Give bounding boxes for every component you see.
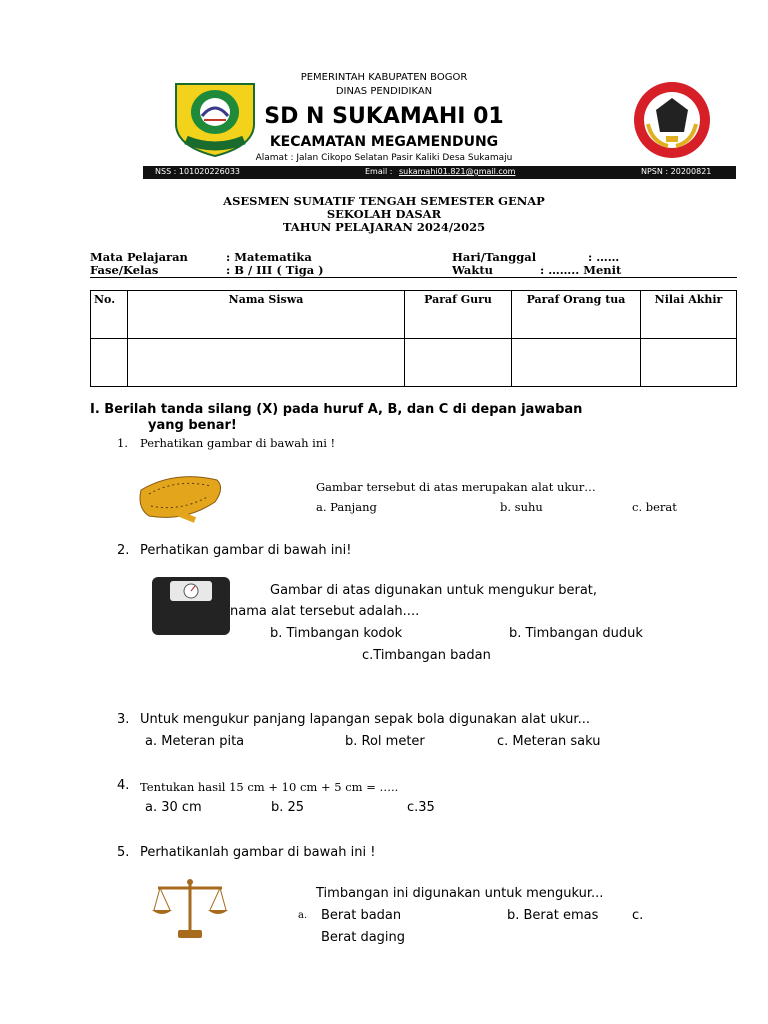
date-label: Hari/Tanggal — [452, 250, 537, 264]
school-level: SEKOLAH DASAR — [326, 207, 442, 221]
cell-name[interactable] — [128, 339, 405, 387]
q2-option-b[interactable]: b. Timbangan duduk — [509, 626, 643, 641]
ident-divider — [90, 277, 737, 278]
q2-option-c[interactable]: c.Timbangan badan — [362, 648, 491, 663]
balance-scale-image — [150, 876, 230, 942]
q4-option-a[interactable]: a. 30 cm — [145, 800, 202, 815]
q5-number: 5. — [117, 845, 130, 860]
q5-option-c-marker[interactable]: c. — [632, 908, 644, 923]
date-value: : …… — [588, 250, 620, 264]
school-name: SD N SUKAMAHI 01 — [264, 104, 504, 129]
q3-text: Untuk mengukur panjang lapangan sepak bola digunakan alat ukur... — [140, 712, 590, 727]
district-name: KECAMATAN MEGAMENDUNG — [269, 134, 499, 150]
q4-text: Tentukan hasil 15 cm + 10 cm + 5 cm = ….. — [140, 780, 399, 794]
npsn-number: NPSN : 20200821 — [641, 167, 712, 176]
school-year: TAHUN PELAJARAN 2024/2025 — [282, 220, 486, 234]
q2-text: Perhatikan gambar di bawah ini! — [140, 543, 352, 558]
q1-prompt: Gambar tersebut di atas merupakan alat ukur… — [316, 480, 596, 494]
q1-number: 1. — [117, 436, 128, 450]
school-info-bar — [143, 166, 736, 179]
q5-option-b[interactable]: b. Berat emas — [507, 908, 599, 923]
dept-name: DINAS PENDIDIKAN — [335, 86, 433, 97]
q5-prompt: Timbangan ini digunakan untuk mengukur... — [316, 886, 604, 901]
q2-option-a[interactable]: b. Timbangan kodok — [270, 626, 403, 641]
q1-option-c[interactable]: c. berat — [632, 500, 677, 514]
q5-option-a-marker[interactable]: a. — [298, 910, 308, 921]
q1-option-b[interactable]: b. suhu — [500, 500, 543, 514]
col-no: No. — [91, 291, 128, 339]
exam-title: ASESMEN SUMATIF TENGAH SEMESTER GENAP — [223, 194, 545, 208]
q4-number: 4. — [117, 778, 130, 793]
col-parent-sign: Paraf Orang tua — [512, 291, 641, 339]
q3-option-c[interactable]: c. Meteran saku — [497, 734, 601, 749]
section-title-cont: yang benar! — [148, 418, 237, 433]
email-link[interactable]: sukamahi01.821@gmail.com — [399, 167, 516, 176]
gov-name: PEMERINTAH KABUPATEN BOGOR — [300, 72, 468, 83]
col-name: Nama Siswa — [128, 291, 405, 339]
cell-parent-sign[interactable] — [512, 339, 641, 387]
q2-prompt-line1: Gambar di atas digunakan untuk mengukur berat, — [270, 583, 598, 598]
q5-text: Perhatikanlah gambar di bawah ini ! — [140, 845, 376, 860]
q4-option-b[interactable]: b. 25 — [271, 800, 305, 815]
cell-final-score[interactable] — [641, 339, 737, 387]
q5-option-a[interactable]: Berat badan — [321, 908, 402, 923]
q1-text: Perhatikan gambar di bawah ini ! — [140, 436, 336, 450]
bathroom-scale-image — [150, 575, 232, 637]
subject-label: Mata Pelajaran — [90, 250, 188, 264]
school-address: Alamat : Jalan Cikopo Selatan Pasir Kaliki Desa Sukamaju — [255, 153, 513, 163]
class-label: Fase/Kelas — [90, 263, 159, 277]
measuring-tape-image — [135, 468, 225, 524]
time-value: : …….. Menit — [540, 263, 622, 277]
q3-option-b[interactable]: b. Rol meter — [345, 734, 425, 749]
q3-option-a[interactable]: a. Meteran pita — [145, 734, 245, 749]
email-label: Email : — [365, 167, 393, 176]
q2-number: 2. — [117, 543, 130, 558]
q3-number: 3. — [117, 712, 130, 727]
q4-option-c[interactable]: c.35 — [407, 800, 435, 815]
time-label: Waktu — [452, 263, 494, 277]
class-value: : B / III ( Tiga ) — [226, 263, 324, 277]
col-final-score: Nilai Akhir — [641, 291, 737, 339]
cell-no[interactable] — [91, 339, 128, 387]
col-teacher-sign: Paraf Guru — [405, 291, 512, 339]
nss-number: NSS : 101020226033 — [155, 167, 240, 176]
cell-teacher-sign[interactable] — [405, 339, 512, 387]
q5-option-c[interactable]: Berat daging — [321, 930, 406, 945]
section-title: I. Berilah tanda silang (X) pada huruf A, B, dan C di depan jawaban — [90, 402, 583, 417]
q2-prompt-line2: nama alat tersebut adalah.... — [230, 604, 420, 619]
q1-option-a[interactable]: a. Panjang — [316, 500, 377, 514]
subject-value: : Matematika — [226, 250, 312, 264]
student-table — [90, 290, 737, 387]
